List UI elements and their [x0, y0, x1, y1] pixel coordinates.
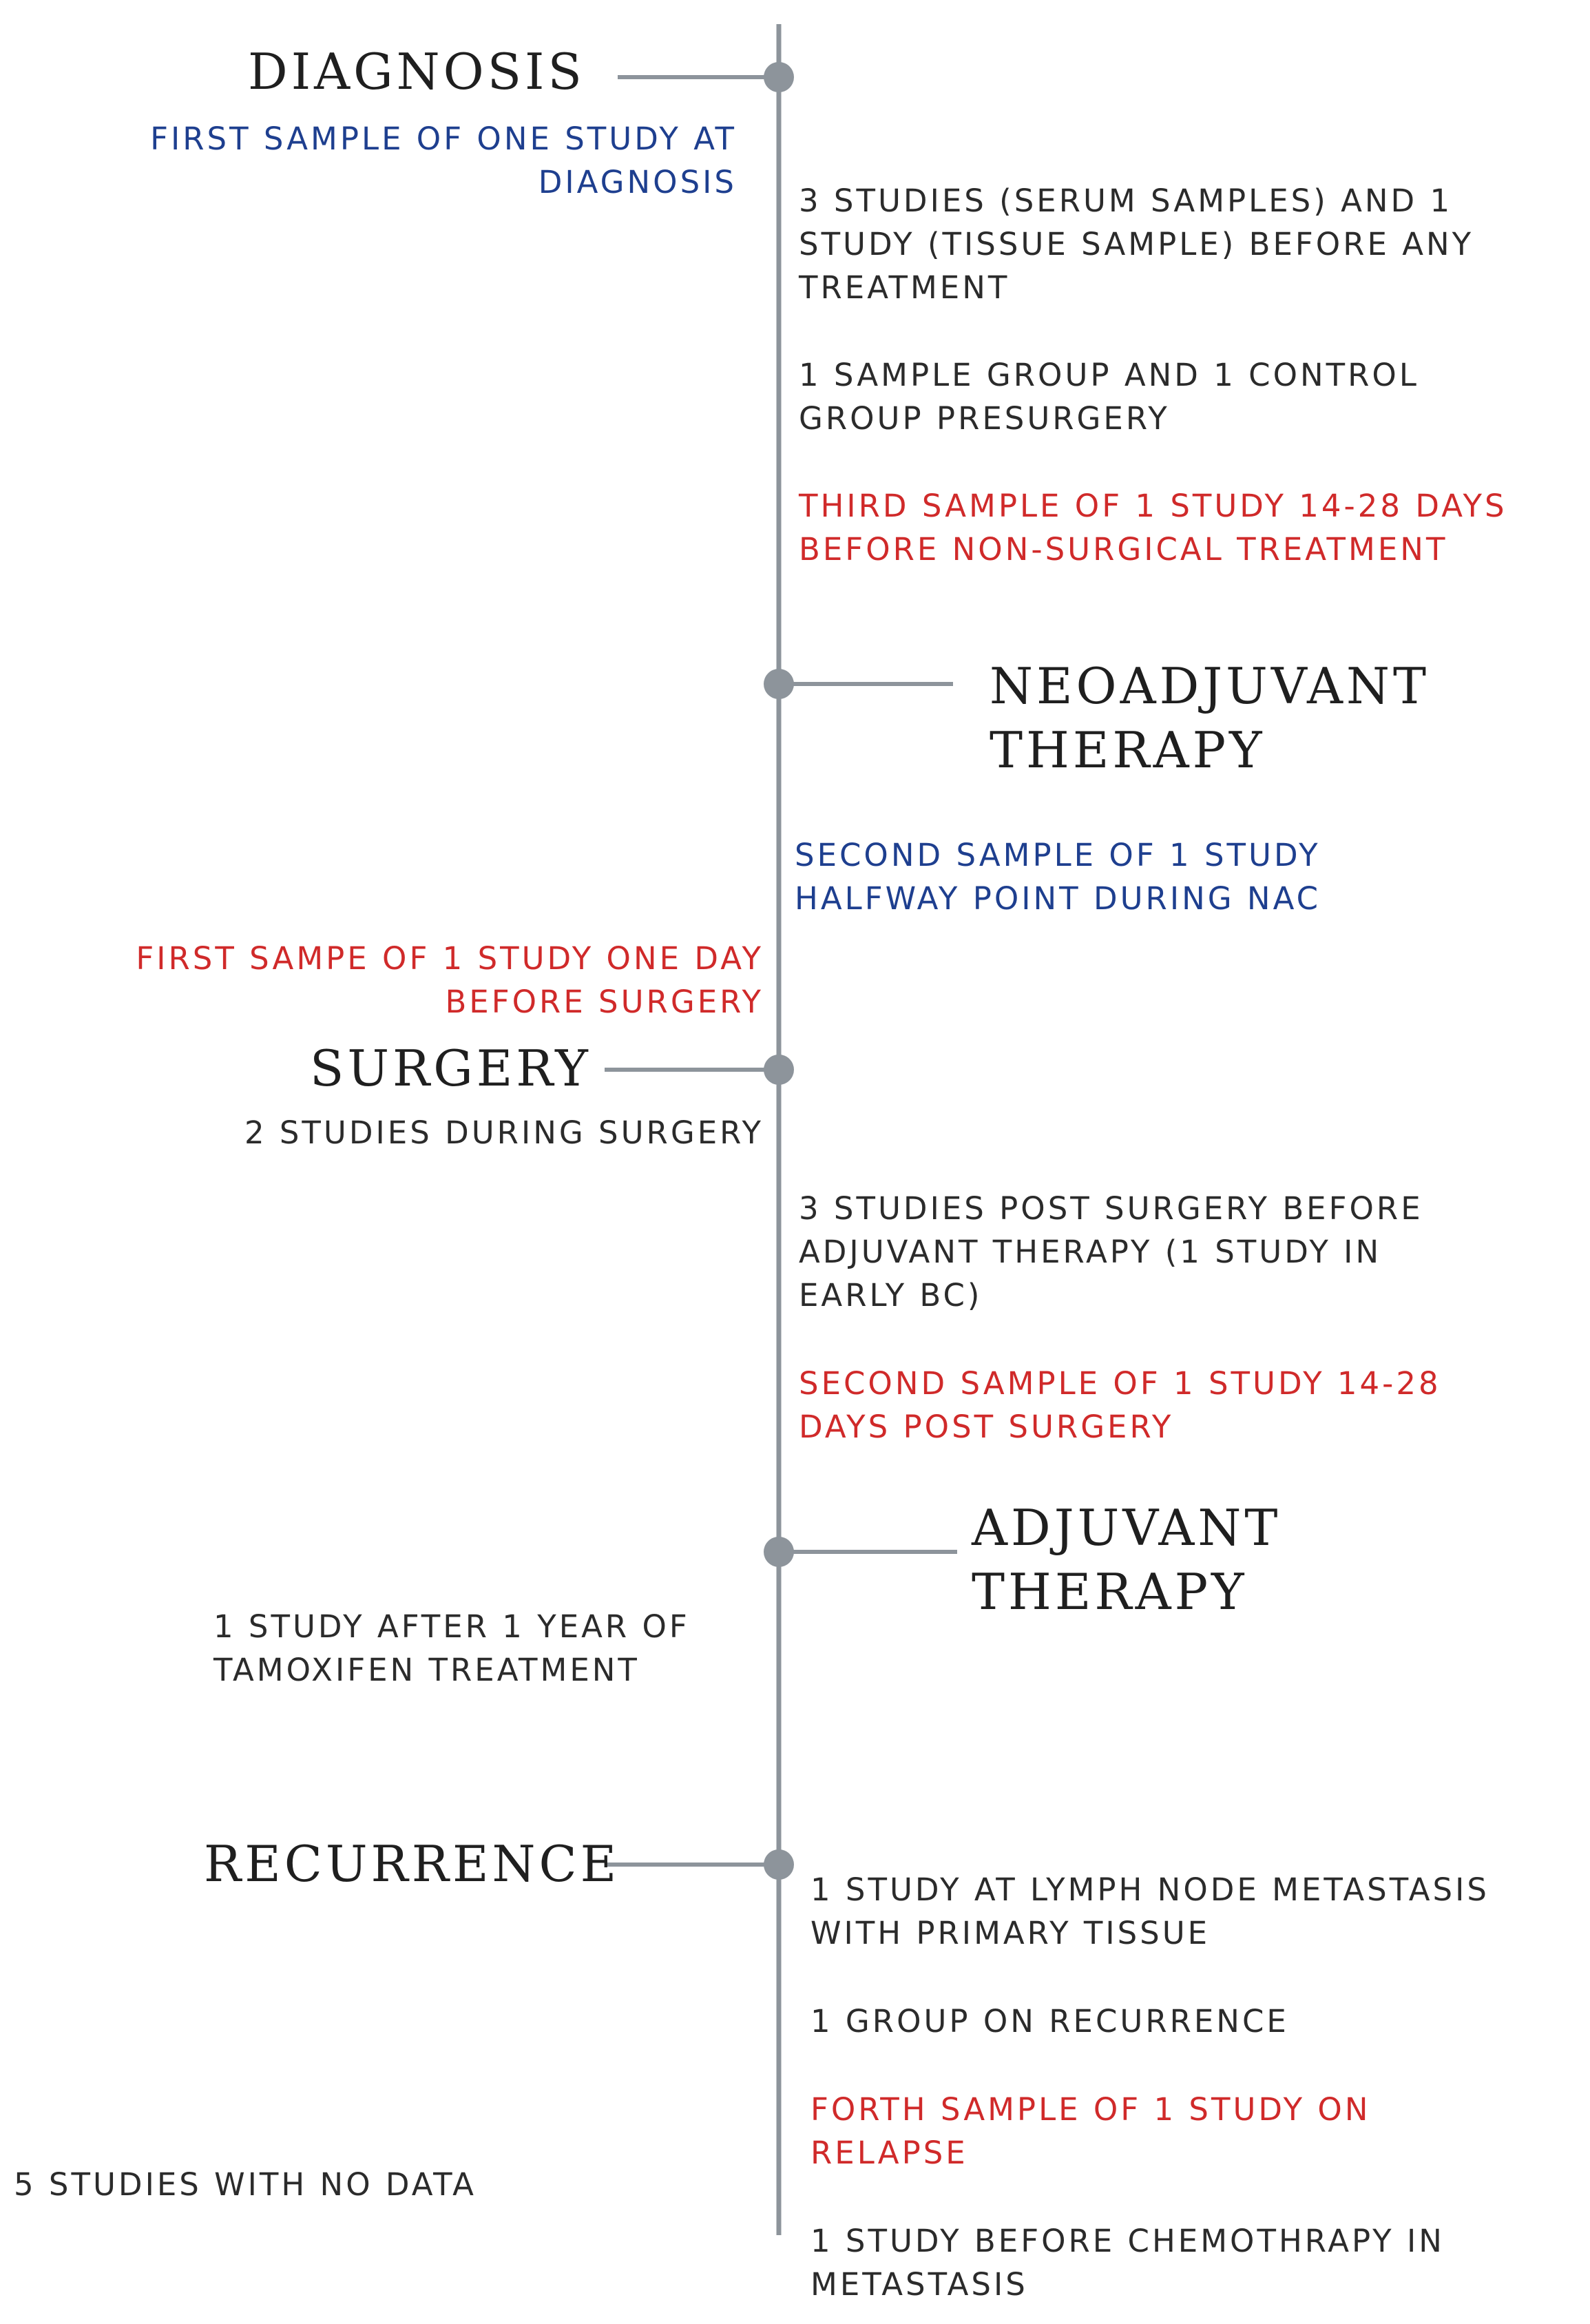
note-post-surgery: 3 STUDIES POST SURGERY BEFORE ADJUVANT THERAPY (1 STUDY IN EARLY BC) [799, 1190, 1423, 1314]
stage-adjuvant-therapy: ADJUVANT THERAPY [972, 1499, 1282, 1621]
neoadjuvant-node [764, 669, 794, 699]
note-first-sample-diagnosis: FIRST SAMPLE OF ONE STUDY AT DIAGNOSIS [150, 121, 737, 200]
stage-neoadjuvant-therapy: NEOADJUVANT THERAPY [990, 657, 1430, 779]
note-before-chemo: 1 STUDY BEFORE CHEMOTHRAPY IN METASTASIS [810, 2223, 1445, 2303]
recurrence-node [764, 1849, 794, 1880]
note-forth-sample: FORTH SAMPLE OF 1 STUDY ON RELAPSE [810, 2091, 1371, 2171]
note-sample-control-presurgery: 1 SAMPLE GROUP AND 1 CONTROL GROUP PRESURGERY [799, 357, 1419, 437]
note-no-data: 5 STUDIES WITH NO DATA [14, 2166, 477, 2203]
note-during-surgery: 2 STUDIES DURING SURGERY [244, 1114, 764, 1151]
note-second-sample-post-surgery: SECOND SAMPLE OF 1 STUDY 14-28 DAYS POST SURGERY [799, 1365, 1441, 1445]
note-group-recurrence: 1 GROUP ON RECURRENCE [810, 2003, 1289, 2040]
diagnosis-node [764, 62, 794, 92]
note-three-studies-before-treatment: 3 STUDIES (SERUM SAMPLES) AND 1 STUDY (TISSUE SAMPLE) BEFORE ANY TREATMENT [799, 183, 1474, 306]
note-tamoxifen: 1 STUDY AFTER 1 YEAR OF TAMOXIFEN TREATMENT [213, 1608, 690, 1688]
note-first-sample-before-surgery: FIRST SAMPE OF 1 STUDY ONE DAY BEFORE SURGERY [136, 940, 764, 1020]
stage-surgery: SURGERY [310, 1039, 592, 1097]
stage-diagnosis: DIAGNOSIS [248, 43, 585, 101]
note-lymph-node: 1 STUDY AT LYMPH NODE METASTASIS WITH PRIMARY TISSUE [810, 1871, 1489, 1951]
adjuvant-node [764, 1537, 794, 1567]
note-third-sample: THIRD SAMPLE OF 1 STUDY 14-28 DAYS BEFORE NON-SURGICAL TREATMENT [799, 488, 1507, 568]
note-second-sample-nac: SECOND SAMPLE OF 1 STUDY HALFWAY POINT DURING NAC [795, 837, 1321, 917]
stage-recurrence: RECURRENCE [204, 1835, 620, 1893]
surgery-node [764, 1055, 794, 1085]
